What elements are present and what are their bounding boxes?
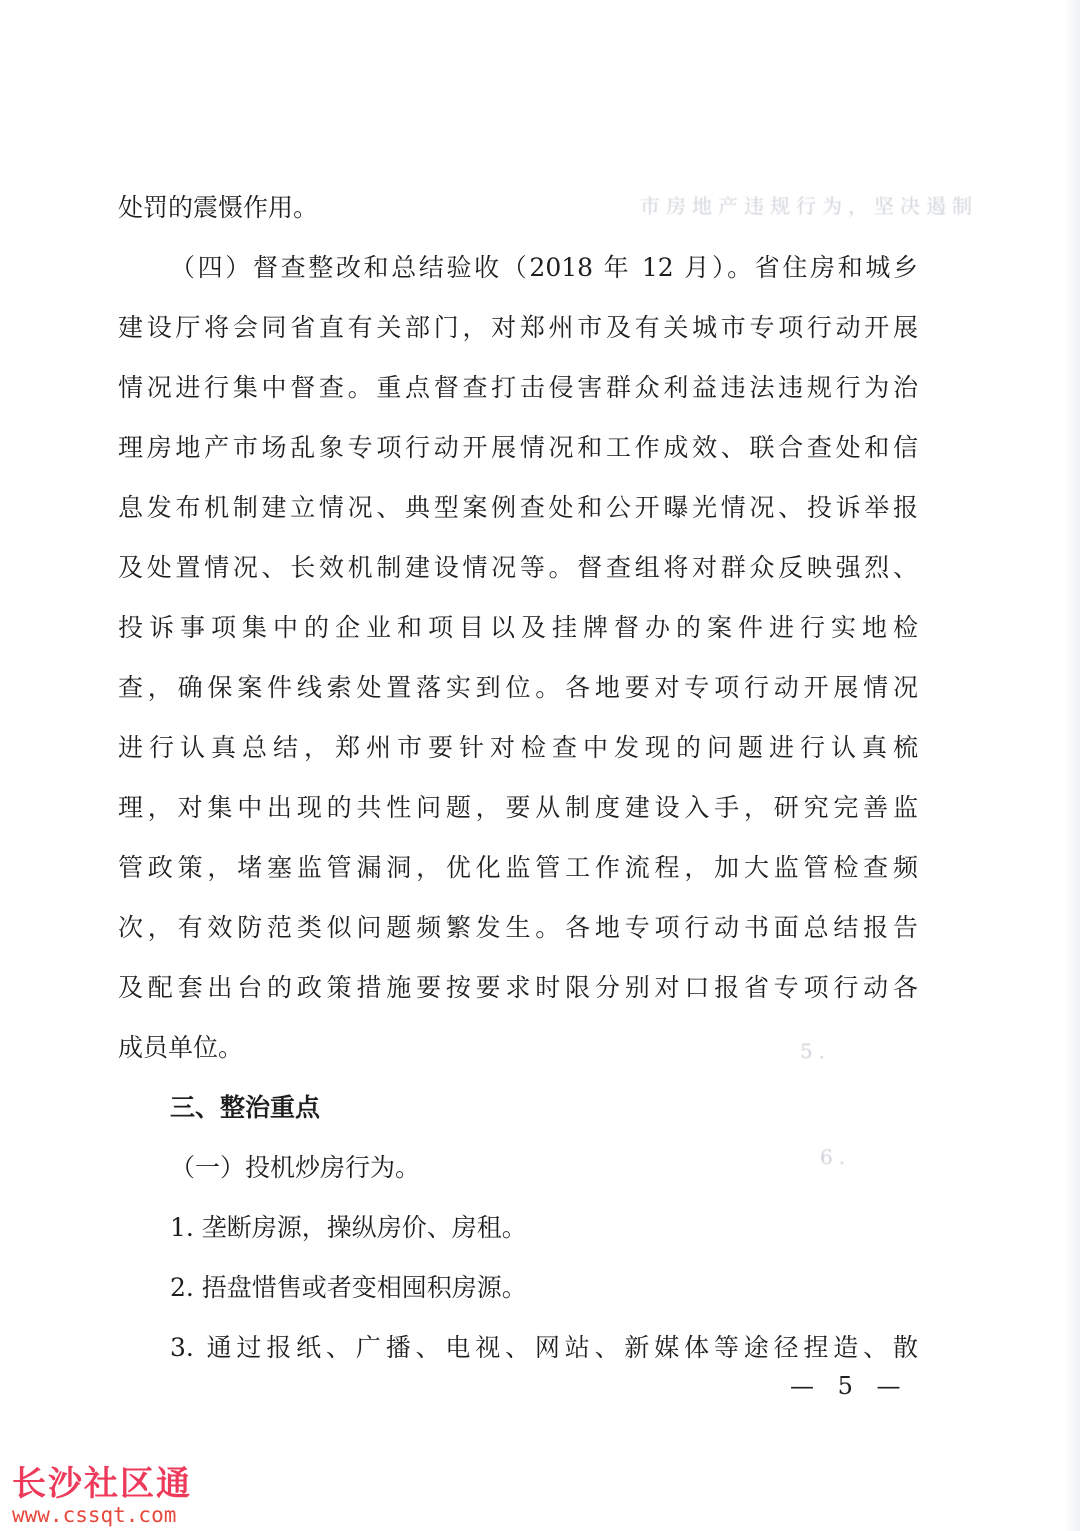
document-body	[118, 178, 918, 1378]
body-line: 建设厅将会同省直有关部门，对郑州市及有关城市专项行动开展	[118, 313, 918, 342]
body-line: 息发布机制建立情况、典型案例查处和公开曝光情况、投诉举报	[118, 493, 918, 522]
body-line: 成员单位。	[118, 1033, 244, 1062]
body-line: 查，确保案件线索处置落实到位。各地要对专项行动开展情况	[118, 673, 918, 702]
page-edge-shadow	[1066, 0, 1080, 1531]
list-item: 3. 通过报纸、广播、电视、网站、新媒体等途径捏造、散	[170, 1333, 918, 1362]
body-line: 情况进行集中督查。重点督查打击侵害群众利益违法违规行为治	[118, 373, 918, 402]
watermark-name: 长沙社区通	[12, 1464, 192, 1504]
body-line: 理房地产市场乱象专项行动开展情况和工作成效、联合查处和信	[118, 433, 918, 462]
section-heading: 三、整治重点	[170, 1093, 321, 1122]
bleed-through-text: 5．	[800, 1039, 845, 1063]
body-line: 次，有效防范类似问题频繁发生。各地专项行动书面总结报告	[118, 913, 918, 942]
bleed-through-text: 6.	[820, 1145, 852, 1169]
subsection-heading: （一）投机炒房行为。	[170, 1153, 421, 1182]
watermark-url: www.cssqt.com	[12, 1503, 177, 1527]
body-line: 处罚的震慑作用。	[118, 193, 319, 222]
bleed-through-text: 市房地产违规行为，坚决遏制	[640, 194, 978, 218]
body-line: 及处置情况、长效机制建设情况等。督查组将对群众反映强烈、	[118, 553, 918, 582]
body-line: 进行认真总结，郑州市要针对检查中发现的问题进行认真梳	[118, 733, 918, 762]
body-line: 投诉事项集中的企业和项目以及挂牌督办的案件进行实地检	[118, 613, 918, 642]
body-line: 及配套出台的政策措施要按要求时限分别对口报省专项行动各	[118, 973, 918, 1002]
list-item: 2. 捂盘惜售或者变相囤积房源。	[170, 1273, 527, 1302]
body-line: （四）督查整改和总结验收（2018 年 12 月）。省住房和城乡	[170, 253, 918, 282]
body-line: 管政策，堵塞监管漏洞，优化监管工作流程，加大监管检查频	[118, 853, 918, 882]
list-item: 1. 垄断房源，操纵房价、房租。	[170, 1213, 527, 1242]
page-number: — 5 —	[790, 1372, 909, 1400]
site-watermark	[12, 1456, 192, 1527]
body-line: 理，对集中出现的共性问题，要从制度建设入手，研究完善监	[118, 793, 918, 822]
